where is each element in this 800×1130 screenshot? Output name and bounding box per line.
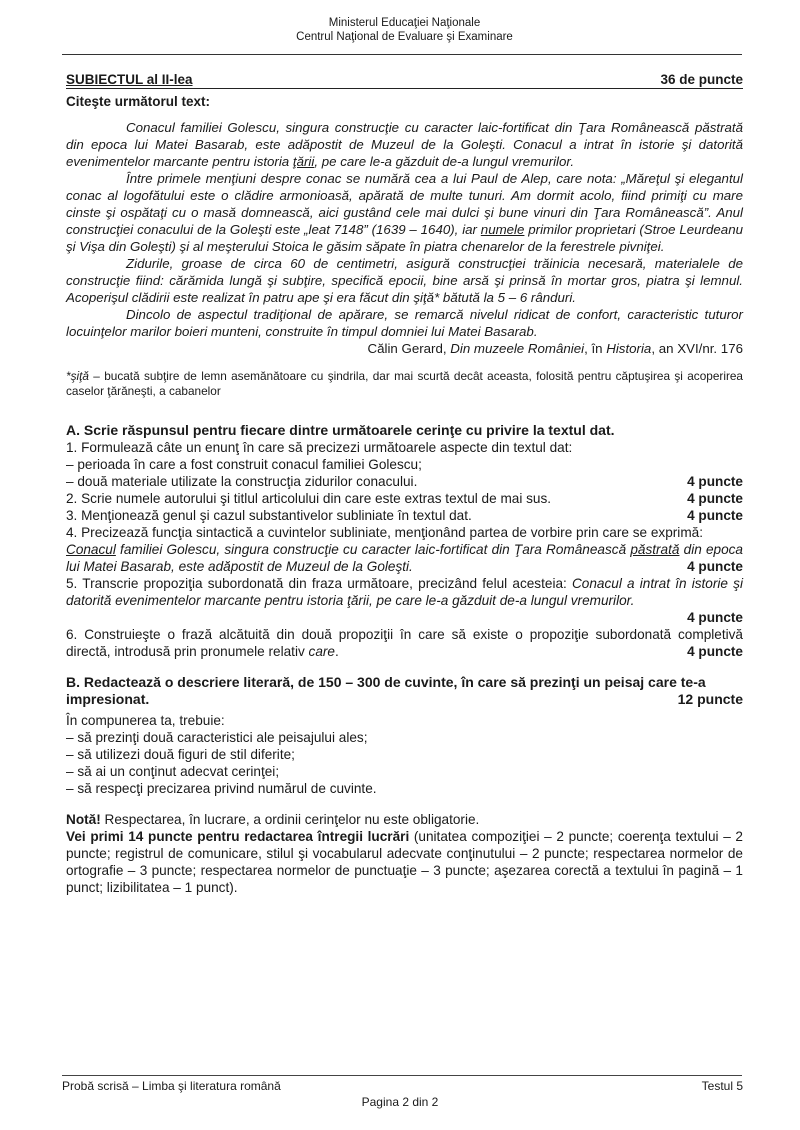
note-label: Notă!: [66, 812, 101, 827]
section-b-title: B. Redactează o descriere literară, de 150 – 300 de cuvinte, în care să prezinţi un peisaj care te-a impresionat. 12 puncte: [66, 674, 743, 707]
requirement-item: – să utilizezi două figuri de stil diferite;: [66, 747, 295, 762]
ministry-name: Ministerul Educaţiei Naţionale: [328, 17, 481, 29]
question-5-points: 4 puncte: [687, 610, 743, 625]
requirements-intro: În compunerea ta, trebuie:: [66, 713, 225, 728]
question-2-points: 4 puncte: [687, 491, 743, 506]
text-paragraph-1: Conacul familiei Golescu, singura construcţie cu caracter laic-fortificat din Ţara Românească păstrată din epoca lui Matei Basarab, este adăpostit de Muzeul de la Goleşti. Conacul a intrat în istorie şi datorită evenimentelor marcante pentru istoria ţării, pe care le-a găzduit de-a lungul vremurilor.: [66, 120, 743, 169]
subject-title: SUBIECTUL al II-lea: [66, 72, 193, 87]
footnote: *şiţă – bucată subţire de lemn asemănătoare cu şindrila, dar mai scurtă decât aceasta, folosită pentru căptuşirea şi acoperirea caselor ţărăneşti, a cabanelor: [66, 369, 743, 398]
requirement-item: – să ai un conţinut adecvat cerinţei;: [66, 764, 280, 779]
question-4-points: 4 puncte: [687, 559, 743, 574]
header-divider: [62, 54, 742, 55]
question-1: 1. Formulează câte un enunţ în care să precizezi următoarele aspecte din textul dat:: [66, 440, 573, 455]
underlined-word: numele: [480, 222, 525, 237]
question-1-item-a: – perioada în care a fost construit conacul familiei Golescu;: [66, 457, 422, 472]
question-1-points: 4 puncte: [687, 474, 743, 489]
requirement-item: – să respecţi precizarea privind numărul de cuvinte.: [66, 781, 377, 796]
text-source: Călin Gerard, Din muzeele României, în Historia, an XVI/nr. 176: [367, 341, 743, 356]
question-6: 6. Construieşte o frază alcătuită din două propoziţii în care să existe o propoziţie subordonată completivă directă, introdusă prin pronumele relativ care. 4 puncte: [66, 627, 743, 659]
question-3: 3. Menţionează genul şi cazul substantivelor subliniate în textul dat.: [66, 508, 472, 523]
text-paragraph-4: Dincolo de aspectul tradiţional de apărare, se remarcă nivelul ridicat de confort, caracteristic tuturor locuinţelor marilor boieri munteni, construite în timpul domniei lui Matei Basarab.: [66, 307, 743, 339]
footer-divider: [62, 1075, 742, 1076]
question-6-points: 4 puncte: [687, 644, 743, 659]
section-a-questions: [66, 439, 743, 660]
underlined-word: ţării: [292, 154, 315, 169]
grading-note: Notă! Respectarea, în lucrare, a ordinii cerinţelor nu este obligatorie. Vei primi 14 puncte pentru redactarea întregii lucrări (unitatea compoziţiei – 2 puncte; coerenţa textului – 2 puncte; registrul de comunicare, stilul şi vocabularul adecvate conţinutului – 2 puncte; respectarea normelor de ortografie – 3 puncte; respectarea normelor de punctuaţie – 3 puncte; aşezarea corectă a textului în pagină – 1 punct; lizibilitatea – 1 punct).: [66, 812, 743, 895]
text-paragraph-2: Între primele menţiuni despre conac se numără cea a lui Paul de Alep, care nota: „Măreţul şi elegantul conac al logofătului este o clădire armonioasă, apărată de multe tunuri. Am dormit acolo, fiind primiţi cu mare cinste şi ospătaţi cu o masă domnească, aici gustând cele mai dulci şi bune vinuri din Ţara Românească”. Anul construcţiei conacului de la Goleşti este „leat 7148” (1639 – 1640), iar numele primilor proprietari (Stroe Leurdeanu şi Vişa din Goleşti) şi al meşterului Stoica le găsim săpate în piatra chenarelor de la ferestrele pivniţei.: [66, 171, 743, 254]
subject-heading: [66, 72, 743, 89]
section-b-requirements: [66, 712, 743, 797]
read-instruction: Citeşte următorul text:: [66, 94, 211, 109]
question-4: 4. Precizează funcţia sintactică a cuvintelor subliniate, menţionând partea de vorbire prin care se exprimă:: [66, 525, 703, 540]
question-3-points: 4 puncte: [687, 508, 743, 523]
note-bold: Vei primi 14 puncte pentru redactarea întregii lucrări: [66, 829, 410, 844]
center-name: Centrul Naţional de Evaluare şi Examinare: [296, 31, 513, 43]
question-2: 2. Scrie numele autorului şi titlul articolului din care este extras textul de mai sus.: [66, 491, 552, 506]
footer-test-number: Testul 5: [701, 1079, 743, 1093]
question-1-item-b: – două materiale utilizate la construcţia zidurilor conacului.: [66, 474, 418, 489]
requirement-item: – să prezinţi două caracteristici ale peisajului ales;: [66, 730, 368, 745]
text-paragraph-3: Zidurile, groase de circa 60 de centimetri, asigură construcţiei trăinicia necesară, materialele de construcţie fiind: cărămida lungă şi subţire, specifică epocii, bine arsă şi prinsă în mortar gros, piatra şi lemnul. Acoperişul clădirii este realizat în patru ape şi era făcut din şiţă* bătută la 5 – 6 rânduri.: [66, 256, 743, 305]
page-number: Pagina 2 din 2: [361, 1095, 439, 1109]
question-4-sentence: Conacul familiei Golescu, singura construcţie cu caracter laic-fortificat din Ţara Românească păstrată din epoca lui Matei Basarab, este adăpostit de Muzeul de la Goleşti. 4 puncte: [66, 542, 743, 574]
section-a-title: A. Scrie răspunsul pentru fiecare dintre următoarele cerinţe cu privire la textul dat.: [66, 422, 615, 438]
exam-page: [66, 0, 743, 896]
page-header: [66, 0, 743, 44]
section-b-points: 12 puncte: [677, 691, 743, 707]
question-5: 5. Transcrie propoziţia subordonată din fraza următoare, precizând felul acesteia: Conacul a intrat în istorie şi datorită evenimentelor marcante pentru istoria ţării, pe care le-a găzduit de-a lungul vremurilor.: [66, 576, 743, 608]
reading-text: [66, 119, 743, 357]
subject-points: 36 de puncte: [660, 72, 743, 87]
footer-exam-name: Probă scrisă – Limba şi literatura română: [62, 1079, 281, 1093]
